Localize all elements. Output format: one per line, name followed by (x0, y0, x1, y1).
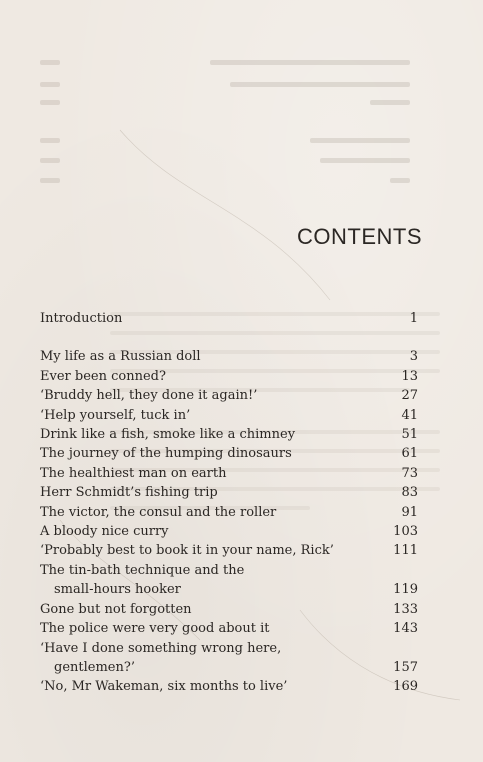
toc-entry-title: The victor, the consul and the roller (40, 504, 277, 520)
toc-entry[interactable] (40, 639, 418, 678)
contents-heading: CONTENTS (297, 224, 422, 249)
toc-entry-page: 119 (393, 582, 418, 598)
toc-entry-title-line: The tin-bath technique and the (40, 562, 245, 578)
toc-entry[interactable] (40, 522, 418, 541)
toc-entry-page: 73 (401, 465, 418, 481)
toc-entry[interactable] (40, 619, 418, 638)
toc-entry-title-line: ‘Have I done something wrong here, (40, 640, 282, 656)
toc-entry[interactable] (40, 483, 418, 502)
toc-entry-page: 103 (393, 524, 418, 540)
toc-entry-title-continuation: gentlemen?’ (54, 659, 135, 675)
toc-entry[interactable] (40, 406, 418, 425)
toc-entry-page: 157 (393, 659, 418, 675)
toc-entry[interactable] (40, 425, 418, 444)
toc-entry[interactable] (40, 503, 418, 522)
toc-entry-title: ‘Probably best to book it in your name, Rick’ (40, 543, 334, 559)
toc-entry-page: 61 (401, 446, 418, 462)
toc-entry-title: The healthiest man on earth (40, 465, 227, 481)
toc-entry-page: 133 (393, 601, 418, 617)
toc-entry[interactable] (40, 561, 418, 600)
toc-entry-page: 3 (409, 349, 418, 365)
toc-entry[interactable] (40, 541, 418, 560)
toc-entry-title: The police were very good about it (40, 621, 270, 637)
toc-entry-title: ‘No, Mr Wakeman, six months to live’ (40, 679, 288, 695)
toc-entry-title-continuation: small-hours hooker (54, 582, 181, 598)
toc-entry-title: The journey of the humping dinosaurs (40, 446, 292, 462)
toc-entry-page: 51 (401, 427, 418, 443)
toc-entry-page: 83 (401, 485, 418, 501)
toc-entry-page: 91 (401, 504, 418, 520)
toc-entry[interactable] (40, 464, 418, 483)
toc-entry[interactable] (40, 367, 418, 386)
toc-entry-title: Introduction (40, 311, 123, 326)
toc-entry[interactable] (40, 386, 418, 405)
toc-entry-page: 169 (393, 679, 418, 695)
toc-entry[interactable] (40, 444, 418, 463)
toc-entry-page: 27 (401, 388, 418, 404)
toc-entry-title: My life as a Russian doll (40, 349, 201, 365)
toc-entry-title: ‘Bruddy hell, they done it again!’ (40, 388, 258, 404)
toc-entry-title (40, 561, 378, 600)
toc-entry-introduction[interactable] (40, 309, 418, 328)
toc-entry-page: 111 (393, 543, 418, 559)
table-of-contents (40, 309, 418, 697)
toc-entry-title: A bloody nice curry (40, 524, 169, 540)
toc-entry-page: 41 (401, 407, 418, 423)
toc-entry-page: 143 (393, 621, 418, 637)
toc-entry-page: 13 (401, 368, 418, 384)
toc-entry-title: Ever been conned? (40, 368, 166, 384)
toc-entry-title: Drink like a fish, smoke like a chimney (40, 427, 296, 443)
toc-entry-title: Herr Schmidt’s fishing trip (40, 485, 218, 501)
toc-entry-page: 1 (409, 311, 418, 326)
toc-entry[interactable] (40, 347, 418, 366)
toc-entry[interactable] (40, 677, 418, 696)
toc-entry-title: Gone but not forgotten (40, 601, 192, 617)
toc-entry-title (40, 639, 378, 678)
toc-entry-title: ‘Help yourself, tuck in’ (40, 407, 191, 423)
toc-entry[interactable] (40, 600, 418, 619)
